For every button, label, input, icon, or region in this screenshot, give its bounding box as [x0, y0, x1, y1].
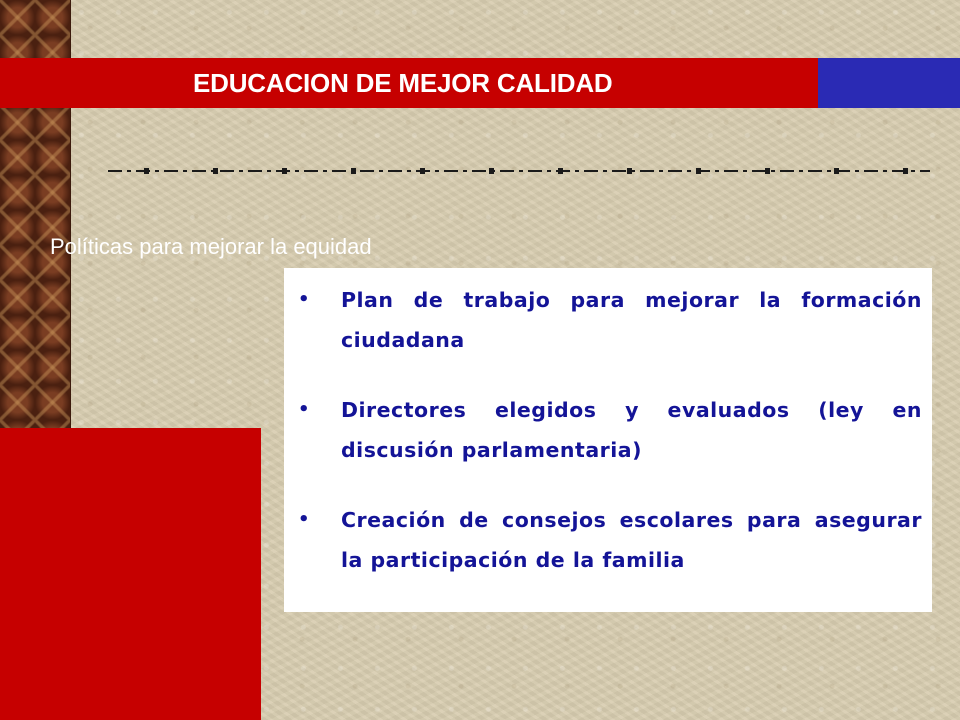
divider-dot — [420, 168, 425, 174]
bullet-item — [298, 280, 922, 360]
divider-dot — [627, 168, 632, 174]
content-box — [284, 268, 932, 612]
bullet-text: Plan de trabajo para mejorar la formación ciudadana — [341, 288, 922, 352]
divider-dot — [834, 168, 839, 174]
slide-title: EDUCACION DE MEJOR CALIDAD — [193, 68, 613, 98]
bullet-marker: • — [298, 289, 311, 310]
bullet-list — [284, 268, 932, 580]
bullet-item — [298, 390, 922, 470]
decorative-divider — [108, 163, 930, 183]
bullet-text: Directores elegidos y evaluados (ley en discusión parlamentaria) — [341, 398, 922, 462]
divider-dot — [903, 168, 908, 174]
decorative-red-block — [0, 428, 261, 720]
title-bar-accent — [818, 58, 960, 108]
bullet-marker: • — [298, 509, 311, 530]
divider-dot — [144, 168, 149, 174]
divider-dot — [696, 168, 701, 174]
divider-dot — [558, 168, 563, 174]
divider-dot — [351, 168, 356, 174]
divider-dot — [765, 168, 770, 174]
bullet-item — [298, 500, 922, 580]
bullet-text: Creación de consejos escolares para asegurar la participación de la familia — [341, 508, 922, 572]
bullet-marker: • — [298, 399, 311, 420]
slide-subtitle: Políticas para mejorar la equidad — [50, 234, 372, 259]
divider-dot — [213, 168, 218, 174]
divider-dot — [489, 168, 494, 174]
divider-dot — [282, 168, 287, 174]
